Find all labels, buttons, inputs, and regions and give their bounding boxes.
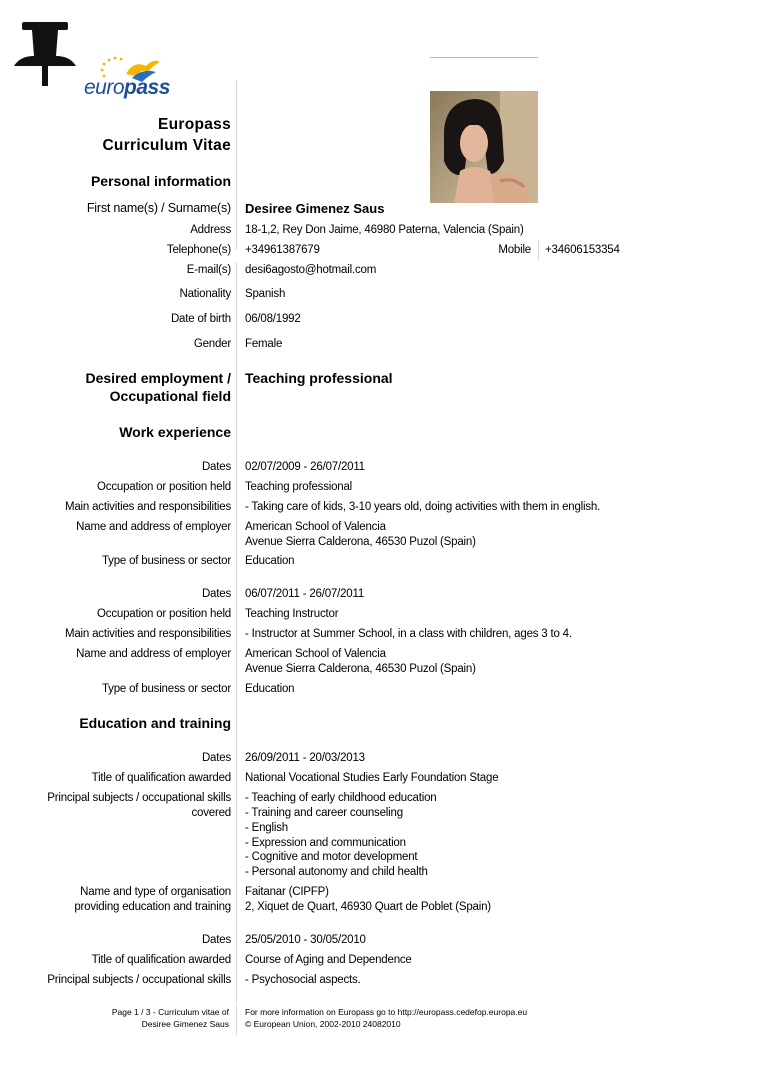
work-dates-label: Dates <box>201 461 231 473</box>
dob-label: Date of birth <box>170 313 231 325</box>
nationality-value: Spanish <box>245 288 286 300</box>
logo-text-pass: pass <box>124 76 170 99</box>
cv-title-europass: Europass <box>157 116 231 133</box>
subject-item: - Personal autonomy and child health <box>245 866 428 878</box>
subject-item: - English <box>245 822 288 834</box>
edu-dates-value: 26/09/2011 - 20/03/2013 <box>245 752 365 764</box>
footer-page-info: Page 1 / 3 - Curriculum vitae of <box>111 1007 229 1017</box>
footer-europass-link: For more information on Europass go to http://europass.cedefop.europa.eu <box>245 1007 528 1017</box>
column-divider <box>236 1005 237 1035</box>
footer-cv-owner: Desiree Gimenez Saus <box>141 1019 229 1029</box>
footer-copyright: © European Union, 2002-2010 24082010 <box>245 1019 401 1029</box>
activities-label: Main activities and responsibilities <box>64 501 231 513</box>
mobile-divider <box>538 240 539 260</box>
europass-logo <box>84 56 176 106</box>
column-divider <box>236 262 237 1002</box>
name-label: First name(s) / Surname(s) <box>86 201 231 215</box>
organisation-name: Faitanar (CIPFP) <box>245 886 329 898</box>
subject-item: - Teaching of early childhood education <box>245 792 437 804</box>
qualification-label: Title of qualification awarded <box>91 954 231 966</box>
profile-photo <box>430 91 538 203</box>
subjects-label: Principal subjects / occupational skills <box>47 974 231 986</box>
desired-employment-value: Teaching professional <box>245 370 393 386</box>
gender-label: Gender <box>193 338 231 350</box>
edu-dates-value: 25/05/2010 - 30/05/2010 <box>245 934 366 946</box>
organisation-label-cont: providing education and training <box>74 901 231 913</box>
work-dates-label: Dates <box>201 588 231 600</box>
employer-address: Avenue Sierra Calderona, 46530 Puzol (Spain) <box>245 536 476 548</box>
occupation-label: Occupation or position held <box>97 608 231 620</box>
edu-dates-label: Dates <box>201 934 231 946</box>
subject-item: - Cognitive and motor development <box>245 851 418 863</box>
telephone-value: +34961387679 <box>245 244 320 256</box>
employer-name: American School of Valencia <box>245 521 386 533</box>
column-divider <box>236 80 237 250</box>
mobile-label: Mobile <box>498 244 531 256</box>
section-work-experience: Work experience <box>119 424 231 440</box>
qualification-value: National Vocational Studies Early Foundation Stage <box>245 772 499 784</box>
subject-item: - Training and career counseling <box>245 807 403 819</box>
address-label: Address <box>190 224 231 236</box>
employer-label: Name and address of employer <box>76 648 231 660</box>
desired-employment-label: Desired employment / <box>85 370 231 386</box>
sector-value: Education <box>245 555 295 567</box>
activities-value: - Instructor at Summer School, in a class with children, ages 3 to 4. <box>245 628 572 640</box>
occupation-label: Occupation or position held <box>97 481 231 493</box>
subjects-label-cont: covered <box>191 807 231 819</box>
activities-value: - Taking care of kids, 3-10 years old, doing activities with them in english. <box>245 501 601 513</box>
full-name: Desiree Gimenez Saus <box>245 201 385 216</box>
organisation-address: 2, Xiquet de Quart, 46930 Quart de Poblet (Spain) <box>245 901 491 913</box>
sector-label: Type of business or sector <box>101 555 231 567</box>
employer-name: American School of Valencia <box>245 648 386 660</box>
logo-text-euro: euro <box>84 76 125 99</box>
section-personal-information: Personal information <box>90 173 231 189</box>
email-value: desi6agosto@hotmail.com <box>245 264 377 276</box>
photo-top-rule <box>430 57 538 58</box>
edu-dates-label: Dates <box>201 752 231 764</box>
sector-value: Education <box>245 683 295 695</box>
employer-address: Avenue Sierra Calderona, 46530 Puzol (Spain) <box>245 663 476 675</box>
email-label: E-mail(s) <box>186 264 231 276</box>
pushpin-icon <box>12 20 78 88</box>
address-value: 18-1,2, Rey Don Jaime, 46980 Paterna, Valencia (Spain) <box>245 224 524 236</box>
work-dates-value: 02/07/2009 - 26/07/2011 <box>245 461 365 473</box>
subject-item: - Expression and communication <box>245 837 406 849</box>
occupation-value: Teaching professional <box>245 481 353 493</box>
dob-value: 06/08/1992 <box>245 313 301 325</box>
activities-label: Main activities and responsibilities <box>64 628 231 640</box>
subjects-label: Principal subjects / occupational skills <box>47 792 231 804</box>
organisation-label: Name and type of organisation <box>80 886 231 898</box>
occupational-field-label: Occupational field <box>109 388 231 404</box>
nationality-label: Nationality <box>179 288 231 300</box>
cv-title-cv: Curriculum Vitae <box>102 137 231 154</box>
gender-value: Female <box>245 338 283 350</box>
employer-label: Name and address of employer <box>76 521 231 533</box>
section-education-training: Education and training <box>79 715 231 731</box>
qualification-label: Title of qualification awarded <box>91 772 231 784</box>
telephone-label: Telephone(s) <box>166 244 231 256</box>
mobile-value: +34606153354 <box>545 244 620 256</box>
occupation-value: Teaching Instructor <box>245 608 339 620</box>
subject-item: - Psychosocial aspects. <box>245 974 361 986</box>
work-dates-value: 06/07/2011 - 26/07/2011 <box>245 588 365 600</box>
qualification-value: Course of Aging and Dependence <box>245 954 412 966</box>
sector-label: Type of business or sector <box>101 683 231 695</box>
